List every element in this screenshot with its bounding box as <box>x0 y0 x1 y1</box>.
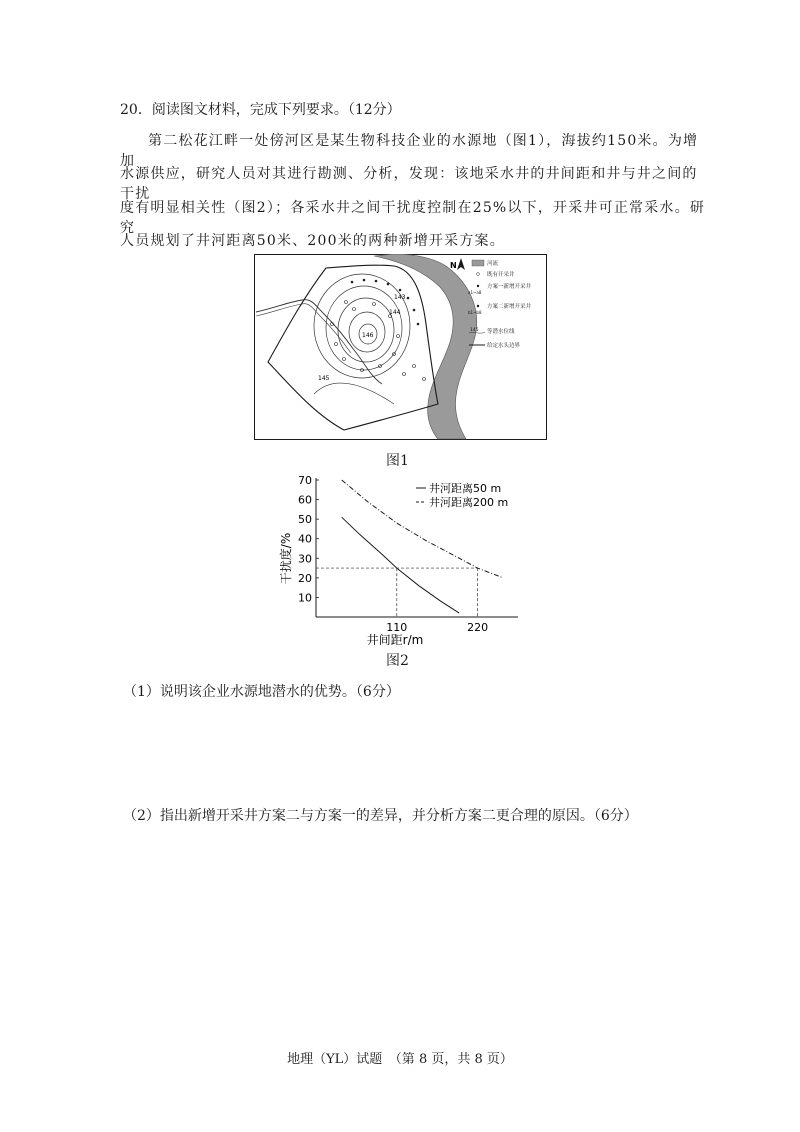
y-tick-label: 10 <box>298 591 312 605</box>
series-line-1 <box>342 517 460 613</box>
svg-text:方案二新增开采井: 方案二新增开采井 <box>487 304 532 310</box>
legend-label: 井河距离50 m <box>429 482 502 495</box>
contour-label: 145 <box>318 375 330 382</box>
north-label: N <box>450 261 457 270</box>
question-title: 20．阅读图文材料，完成下列要求。（12分） <box>120 102 401 118</box>
y-tick-label: 70 <box>298 474 312 487</box>
contour-label: 146 <box>362 332 374 339</box>
x-tick-label: 110 <box>386 621 408 634</box>
paragraph-line-4: 人员规划了井河距离50米、200米的两种新增开采方案。 <box>120 233 505 249</box>
svg-text:方案一新增开采井: 方案一新增开采井 <box>487 284 532 290</box>
svg-text:145: 145 <box>470 328 479 333</box>
svg-text:b1~b8: b1~b8 <box>468 310 482 315</box>
y-tick-label: 30 <box>298 552 312 566</box>
svg-text:a1~a8: a1~a8 <box>468 290 482 295</box>
figure1-caption: 图1 <box>386 453 409 469</box>
svg-text:给定水头边界: 给定水头边界 <box>487 343 521 349</box>
paragraph-line-2: 水源供应，研究人员对其进行勘测、分析，发现：该地采水井的井间距和井与井之间的干扰 <box>120 166 698 202</box>
figure2-chart <box>270 470 530 645</box>
page-footer: 地理（YL）试题 （第 8 页，共 8 页） <box>287 1052 513 1067</box>
y-axis-label: 干扰度/% <box>279 532 293 585</box>
y-tick-label: 50 <box>298 513 312 527</box>
y-tick-label: 20 <box>298 571 312 585</box>
subquestion-1: （1）说明该企业水源地潜水的优势。（6分） <box>123 684 400 700</box>
contour-label: 144 <box>389 309 401 316</box>
svg-text:既有开采井: 既有开采井 <box>487 272 515 278</box>
contour-label: 143 <box>394 294 406 301</box>
y-tick-label: 60 <box>298 493 312 507</box>
figure1-map <box>254 254 547 440</box>
paragraph-line-3: 度有明显相关性（图2）；各采水井之间干扰度控制在25%以下，开采井可正常采水。研究 <box>120 200 706 236</box>
x-tick-label: 220 <box>467 621 489 634</box>
y-tick-label: 40 <box>298 532 312 546</box>
legend-label: 井河距离200 m <box>429 496 509 509</box>
subquestion-2: （2）指出新增开采井方案二与方案一的差异，并分析方案二更合理的原因。（6分） <box>123 808 638 824</box>
x-axis-label: 井间距r/m <box>366 633 424 645</box>
svg-text:等潜水位线: 等潜水位线 <box>487 329 515 335</box>
figure2-caption: 图2 <box>386 653 409 669</box>
paragraph-line-1: 第二松花江畔一处傍河区是某生物科技企业的水源地（图1），海拔约150米。为增加 <box>120 133 699 169</box>
svg-text:河流: 河流 <box>487 261 499 267</box>
